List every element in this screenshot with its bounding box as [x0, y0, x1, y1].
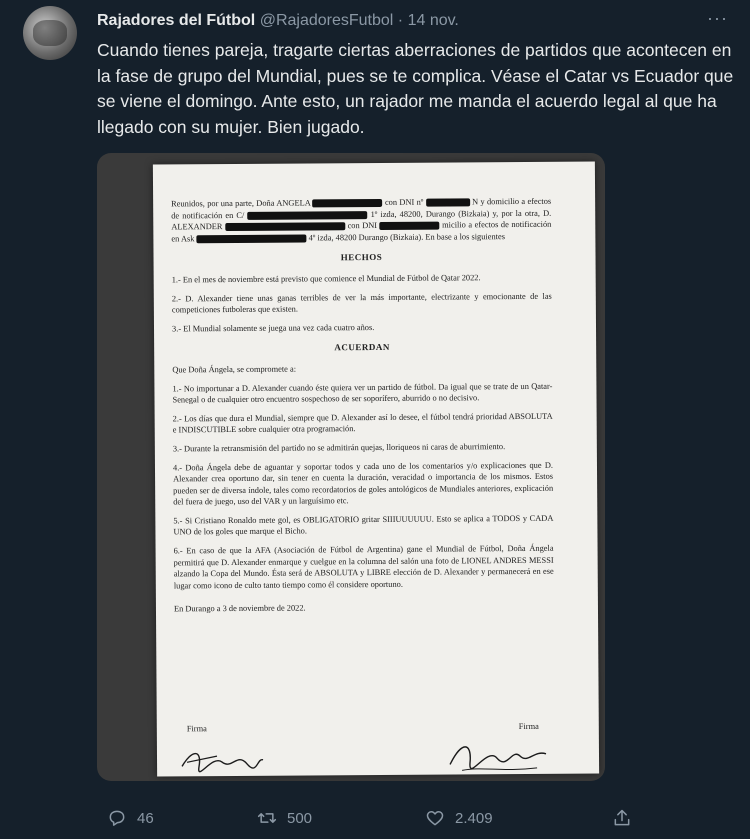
share-icon: [612, 808, 632, 828]
acuerdo-3: 3.- Durante la retransmisión del partido no se admitirán quejas, lloriqueos ni caras de aburrimiento.: [172, 442, 506, 454]
intro-text-6: con: [347, 221, 360, 231]
document-closing: En Durango a 3 de noviembre de 2022.: [173, 603, 306, 614]
intro-text-9: 4º izda, 48200 Durango (Bizkaia). En base a los siguientes: [308, 231, 505, 243]
acuerdo-5: 5.- Si Cristiano Ronaldo mete gol, es OBLIGATORIO gritar SIIIUUUUUU. Esto se aplica a TODOS y CADA UNO de los goles que marque el Bicho.: [173, 513, 554, 537]
acuerdo-6: 6.- En caso de que la AFA (Asociación de Fútbol de Argentina) gane el Mundial de Fútbol, Doña Ángela permitirá que D. Alexander enmarque y cuelgue en la columna del salón una foto de LIONEL ANDRES MESSI alzando la Copa del Mundo. Ésta será de ABSOLUTA y LIBRE elección de D. Alexander y permanecerá en ese lugar como icono de culto tanto tiempo como él considere oportuno.: [173, 543, 554, 591]
share-button[interactable]: [612, 808, 632, 828]
intro-text-3: N y domicilio a efectos de notificación en C/: [171, 196, 552, 221]
tweet-actions: [97, 808, 657, 836]
reply-button[interactable]: [107, 808, 154, 828]
document-intro: [171, 196, 551, 245]
redaction-mark: [247, 211, 367, 220]
firma-right-label: Firma: [518, 721, 539, 732]
author-avatar[interactable]: [23, 6, 77, 60]
header-separator: ·: [397, 12, 404, 29]
hecho-1: 1.- En el mes de noviembre está previsto que comience el Mundial de Fútbol de Qatar 2022.: [171, 273, 481, 285]
redaction-mark: [313, 199, 383, 207]
intro-text-7: DNI: [362, 221, 378, 231]
hecho-2: 2.- D. Alexander tiene unas ganas terribles de ver la más importante, electrizante y emocionante de las competiciones futboleras que existen.: [171, 291, 552, 315]
acuerdan-heading: ACUERDAN: [334, 342, 390, 353]
intro-text-2: con DNI nº: [384, 197, 424, 207]
signature-row: [179, 721, 559, 734]
document-paper: [153, 161, 599, 776]
like-button[interactable]: [425, 808, 493, 828]
firma-left-label: Firma: [186, 724, 207, 734]
retweet-button[interactable]: [257, 808, 312, 828]
document-body: [171, 196, 554, 623]
tweet-date[interactable]: 14 nov.: [407, 12, 459, 29]
like-count: 2.409: [455, 809, 493, 827]
redaction-mark: [196, 234, 306, 243]
acuerdan-intro: Que Doña Ángela, se compromete a:: [172, 364, 297, 375]
author-handle[interactable]: @RajadoresFutbol: [259, 12, 394, 29]
signature-right-image: [442, 736, 552, 775]
redaction-mark: [426, 198, 470, 206]
acuerdo-1: 1.- No importunar a D. Alexander cuando éste quiera ver un partido de fútbol. Da igual que se trate de un Qatar-Senegal o de cualquier otro encuentro sospechoso de ser soporífero, aburrido o no decisivo.: [172, 381, 553, 405]
reply-count: 46: [137, 809, 154, 827]
intro-text-4: 1º izda,: [370, 209, 397, 219]
author-name[interactable]: Rajadores del Fútbol: [97, 12, 256, 29]
tweet-text: Cuando tienes pareja, tragarte ciertas aberraciones de partidos que acontecen en la fase de grupo del Mundial, pues se te complica. Véase el Catar vs Ecuador que se viene el domingo. Ante esto, un rajador me manda el acuerdo legal al que ha llegado con su mujer. Bien jugado.: [97, 40, 734, 137]
intro-text-8: micilio a efectos de notificación en Ask: [171, 219, 552, 244]
tweet-header: [97, 9, 730, 33]
signature-left-image: [177, 744, 267, 775]
tweet-media-photo[interactable]: [97, 153, 605, 781]
hechos-heading: HECHOS: [340, 252, 383, 263]
more-options-icon[interactable]: ···: [707, 8, 728, 28]
retweet-icon: [257, 808, 277, 828]
hecho-3: 3.- El Mundial solamente se juega una vez cada cuatro años.: [171, 322, 375, 334]
intro-text-1: Reunidos, por una parte, Doña ANGELA: [171, 198, 311, 209]
intro-text-5: 48200, Durango (Bizkaia) y, por la otra, D. ALEXANDER: [171, 208, 552, 232]
heart-icon: [425, 808, 445, 828]
acuerdo-2: 2.- Los días que dura el Mundial, siempre que D. Alexander así lo desee, el fútbol tendrá prioridad ABSOLUTA e INDISCUTIBLE sobre cualquier otra programación.: [172, 411, 553, 435]
reply-icon: [107, 808, 127, 828]
acuerdo-4: 4.- Doña Ángela debe de aguantar y soportar todos y cada uno de los comentarios y/o explicaciones que D. Alexander crea oportuno dar, sin tener en cuenta la duración, veracidad o importancia de los mismos. Estos pueden ser de diversa índole, tales como recordatorios de goles antológicos de Mundiales anteriores, explicación del fuera de juego, uso del VAR y un larguísimo etc.: [172, 460, 554, 507]
redaction-mark: [380, 222, 440, 230]
retweet-count: 500: [287, 809, 313, 827]
redaction-mark: [225, 222, 345, 231]
